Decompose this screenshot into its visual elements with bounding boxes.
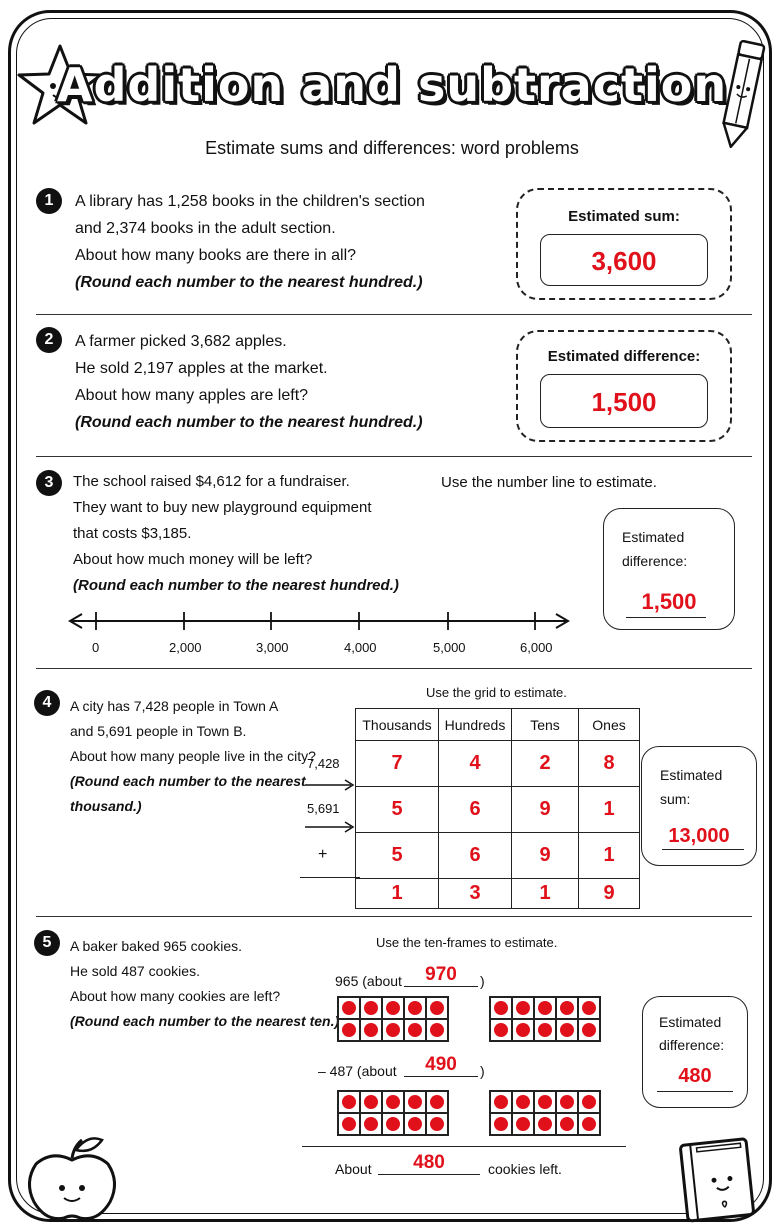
ten-frame xyxy=(337,996,449,1042)
grid-digit: 2 xyxy=(512,741,579,787)
question-2-hint: (Round each number to the nearest hundred.) xyxy=(75,414,423,431)
answer-label-4 xyxy=(660,763,722,811)
grid-digit: 6 xyxy=(439,787,512,833)
answer-label-line: Estimated xyxy=(660,767,723,783)
answer-value-3: 1,500 xyxy=(641,589,697,614)
question-5-line: About how many cookies are left? xyxy=(70,988,281,1004)
close-paren: ) xyxy=(480,973,485,989)
ten-frame xyxy=(337,1090,449,1136)
divider xyxy=(36,668,752,669)
answer-underline xyxy=(626,617,706,618)
answer-label-line: Estimated xyxy=(622,529,685,545)
grid-digit: 1 xyxy=(579,787,640,833)
question-2-line: A farmer picked 3,682 apples. xyxy=(75,333,287,350)
close-paren: ) xyxy=(480,1063,485,1079)
grid-digit: 8 xyxy=(579,741,640,787)
answer-box-2: 1,500 xyxy=(540,374,708,428)
answer-label-line: Estimated xyxy=(659,1014,722,1030)
tick-label: 2,000 xyxy=(169,640,202,655)
total-line xyxy=(302,1146,626,1147)
answer-panel-3 xyxy=(603,508,735,630)
question-4-line: About how many people live in the city? xyxy=(70,748,316,764)
question-1-text xyxy=(75,188,425,296)
question-number-2: 2 xyxy=(36,327,62,353)
grid-header: Tens xyxy=(512,709,579,741)
grid-digit: 6 xyxy=(439,833,512,879)
grid-header: Hundreds xyxy=(439,709,512,741)
question-number-1: 1 xyxy=(36,188,62,214)
about-label: About xyxy=(335,1161,372,1177)
question-3-line: The school raised $4,612 for a fundraiser. xyxy=(73,473,350,490)
page-title: Addition and subtraction xyxy=(56,58,728,112)
book-icon xyxy=(670,1136,762,1224)
question-3-line: About how much money will be left? xyxy=(73,551,313,568)
grid-digit: 9 xyxy=(512,833,579,879)
tick-label: 6,000 xyxy=(520,640,553,655)
grid-digit: 5 xyxy=(356,833,439,879)
question-5-line: A baker baked 965 cookies. xyxy=(70,938,243,954)
question-1-line: A library has 1,258 books in the children's section xyxy=(75,193,425,210)
grid-header: Thousands xyxy=(356,709,439,741)
tick-label: 0 xyxy=(92,640,100,655)
row2-answer: 490 xyxy=(404,1054,478,1077)
arrow-icon xyxy=(305,778,357,792)
question-5-text xyxy=(70,934,339,1034)
answer-label-line: difference: xyxy=(659,1037,725,1053)
row2-prefix: – 487 (about xyxy=(318,1063,397,1079)
question-2-line: He sold 2,197 apples at the market. xyxy=(75,360,328,377)
question-1-hint: (Round each number to the nearest hundred.) xyxy=(75,274,423,291)
answer-underline xyxy=(657,1091,733,1092)
question-5-line: He sold 487 cookies. xyxy=(70,963,200,979)
question-3-text xyxy=(73,469,399,599)
answer-label-2: Estimated difference: xyxy=(547,348,701,365)
grid-instruction: Use the grid to estimate. xyxy=(426,685,567,700)
answer-label-line: difference: xyxy=(622,553,688,569)
question-number-4: 4 xyxy=(34,690,60,716)
ten-frame xyxy=(489,1090,601,1136)
question-5-hint: (Round each number to the nearest ten.) xyxy=(70,1013,340,1029)
grid-row-label: + xyxy=(318,846,328,863)
answer-value-5: 480 xyxy=(678,1065,712,1087)
answer-label-line: sum: xyxy=(660,791,691,807)
about-answer: 480 xyxy=(378,1152,480,1175)
ten-frame xyxy=(489,996,601,1042)
question-2-line: About how many apples are left? xyxy=(75,387,309,404)
about-suffix: cookies left. xyxy=(488,1161,562,1177)
tick-label: 3,000 xyxy=(256,640,289,655)
answer-value-4: 13,000 xyxy=(668,825,730,847)
tick-label: 5,000 xyxy=(433,640,466,655)
answer-label-5 xyxy=(659,1011,724,1057)
row1-answer: 970 xyxy=(404,964,478,987)
page-subtitle: Estimate sums and differences: word problems xyxy=(205,138,579,158)
question-number-3: 3 xyxy=(36,470,62,496)
grid-digit: 9 xyxy=(579,879,640,909)
question-4-line: and 5,691 people in Town B. xyxy=(70,723,247,739)
answer-panel-5 xyxy=(642,996,748,1108)
grid-row-label: 5,691 xyxy=(307,801,340,816)
question-1-line: About how many books are there in all? xyxy=(75,247,357,264)
question-3-line: that costs $3,185. xyxy=(73,525,192,542)
grid-header: Ones xyxy=(579,709,640,741)
tick-label: 4,000 xyxy=(344,640,377,655)
grid-digit: 1 xyxy=(579,833,640,879)
divider xyxy=(36,314,752,315)
grid-digit: 4 xyxy=(439,741,512,787)
answer-label-1: Estimated sum: xyxy=(568,208,680,225)
question-4-hint: (Round each number to the nearest xyxy=(70,773,306,789)
row1-prefix: 965 (about xyxy=(335,973,402,989)
divider xyxy=(36,916,752,917)
answer-label-3 xyxy=(622,525,687,573)
sum-line xyxy=(300,877,360,878)
grid-digit: 1 xyxy=(356,879,439,909)
arrow-icon xyxy=(305,820,357,834)
number-line-instruction: Use the number line to estimate. xyxy=(441,474,657,491)
grid-digit: 7 xyxy=(356,741,439,787)
question-1-line: and 2,374 books in the adult section. xyxy=(75,220,336,237)
divider xyxy=(36,456,752,457)
answer-box-1: 3,600 xyxy=(540,234,708,286)
question-2-text xyxy=(75,328,423,436)
grid-digit: 3 xyxy=(439,879,512,909)
answer-panel-4 xyxy=(641,746,757,866)
number-line xyxy=(64,606,576,636)
apple-icon xyxy=(22,1128,122,1224)
grid-digit: 9 xyxy=(512,787,579,833)
place-value-grid xyxy=(355,708,640,909)
grid-digit: 1 xyxy=(512,879,579,909)
question-number-5: 5 xyxy=(34,930,60,956)
question-4-line: A city has 7,428 people in Town A xyxy=(70,698,279,714)
ten-frame-instruction: Use the ten-frames to estimate. xyxy=(376,935,558,950)
question-4-text xyxy=(70,694,316,819)
question-3-line: They want to buy new playground equipment xyxy=(73,499,372,516)
grid-row-label: 7,428 xyxy=(307,756,340,771)
question-4-hint: thousand.) xyxy=(70,798,142,814)
answer-underline xyxy=(662,849,744,850)
question-3-hint: (Round each number to the nearest hundred.) xyxy=(73,577,399,594)
grid-digit: 5 xyxy=(356,787,439,833)
